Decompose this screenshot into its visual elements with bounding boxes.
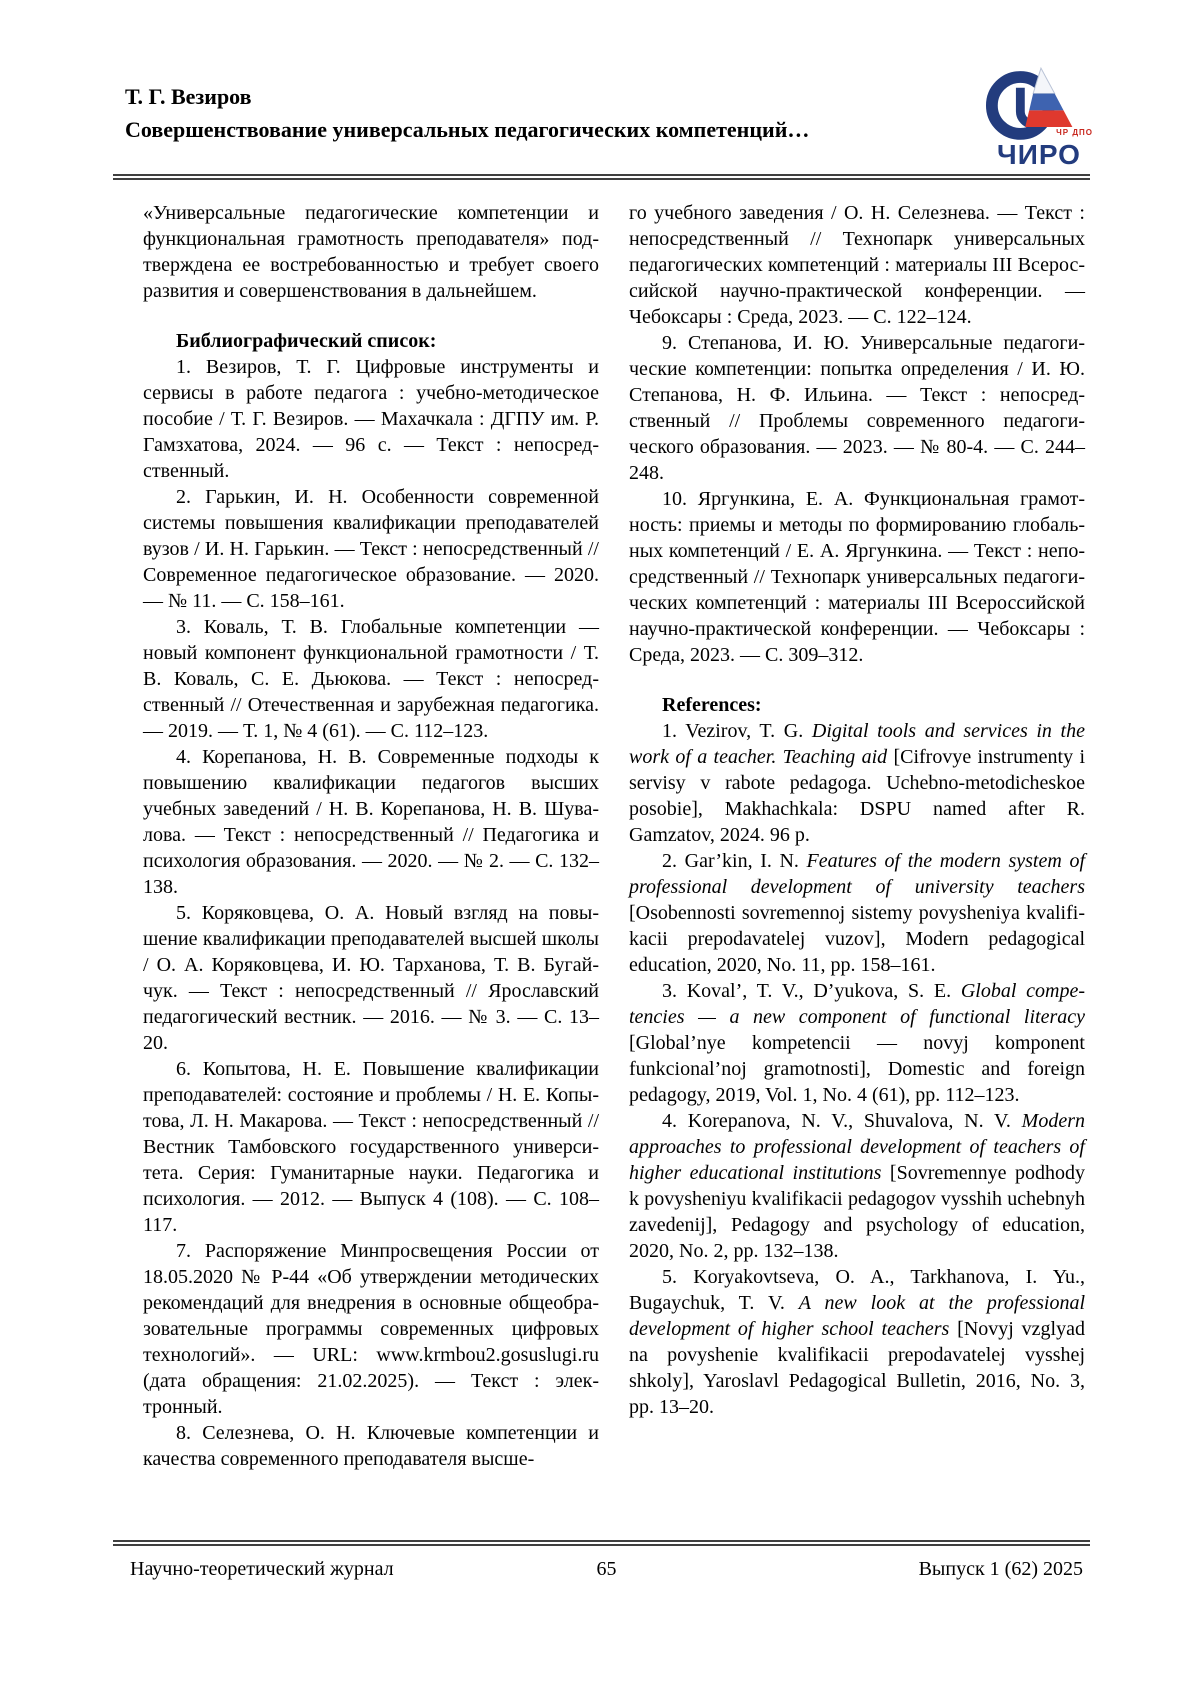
bib-item: 2. Гарькин, И. Н. Особенности современной системы повышения квалификации преподавателей вузов / И. Н. Гарькин. — Текст : непосредственный // Современное педагогическое образование. — 2020. — № 11. — С. 158–161.: [143, 486, 599, 612]
header-rule: [113, 174, 1090, 180]
bibliography-list-left: [143, 354, 599, 1472]
bibliography-heading: Библиографический список:: [176, 330, 437, 352]
reference-item: [629, 978, 1085, 1108]
reference-title: Global competencies — a new component of functional literacy: [629, 980, 1085, 1028]
logo-subtext: ЧР ДПО: [1056, 128, 1093, 137]
reference-item: [629, 1264, 1085, 1420]
right-column: [629, 200, 1085, 1472]
reference-text: [Global’nye kompetencii — novyj komponent funkcional’noj gramotnosti], Domestic and foreign pedagogy, 2019, Vol. 1, No. 4 (61), pp. 112–123.: [629, 1032, 1085, 1106]
bib-item: 4. Корепанова, Н. В. Современные подходы к повышению квалификации педагогов высших учебных заведений / Н. В. Корепанова, Н. В. Шувалова. — Текст : непосредственный // Педагогика и психология образования. — 2020. — № 2. — С. 132–138.: [143, 746, 599, 898]
reference-text: [Cifrovye instrumenty i servisy v rabote pedagoga. Uchebno-metodicheskoe posobie], Makhachkala: DSPU named after R. Gamzatov, 2024. 96 p.: [629, 746, 1085, 846]
chiro-logo: [985, 62, 1095, 172]
logo-sail-blue-icon: [1029, 94, 1063, 111]
bib-item: 9. Степанова, И. Ю. Универсальные педагогические компетенции: попытка определения / И. Ю. Степанова, Н. Ф. Ильина. — Текст : непосредственный // Проблемы современного педагогического образования. — 2023. — № 80-4. — С. 244–248.: [629, 332, 1085, 484]
bib-item: 3. Коваль, Т. В. Глобальные компетенции — новый компонент функциональной грамотности / Т. В. Коваль, С. Е. Дьюкова. — Текст : непосредственный // Отечественная и зарубежная педагогика. — 2019. — Т. 1, № 4 (61). — С. 112–123.: [143, 616, 599, 742]
reference-title: A new look at the professional development of higher school teachers: [629, 1292, 1085, 1340]
reference-text: [Osobennosti sovremennoj sistemy povysheniya kvalifikacii prepodavatelej vuzov], Modern pedagogical education, 2020, No. 11, pp. 158–161.: [629, 902, 1085, 976]
bib-item: 10. Яргункина, Е. А. Функциональная грамотность: приемы и методы по формированию глобальных компетенций / Е. А. Яргункина. — Текст : непосредственный // Технопарк универсальных педагогических компетенций : материалы III Всероссийской научно-практической конференции. — Чебоксары : Среда, 2023. — С. 309–312.: [629, 488, 1085, 666]
reference-text: [Sovremennye podhody k povysheniyu kvalifikacii pedagogov vysshih uchebnyh zavedenij], Pedagogy and psychology of education, 2020, No. 2, pp. 132–138.: [629, 1162, 1085, 1262]
reference-item: [629, 848, 1085, 978]
page-body: [143, 200, 1085, 1472]
footer-journal-type: Научно-теоретический журнал: [130, 1558, 394, 1580]
bib-item: 5. Коряковцева, О. А. Новый взгляд на повышение квалификации преподавателей высшей школы / О. А. Коряковцева, И. Ю. Тарханова, Т. В. Бугайчук. — Текст : непосредственный // Ярославский педагогический вестник. — 2016. — № 3. — С. 13–20.: [143, 902, 599, 1054]
reference-text: 5. Koryakovtseva, O. A., Tarkhanova, I. Yu., Bugaychuk, T. V.: [629, 1266, 1085, 1314]
references-list: [629, 718, 1085, 1420]
bib-item-continuation: го учебного заведения / О. Н. Селезнева. — Текст : непосредственный // Технопарк универсальных педагогических компетенций : материалы III Всероссийской научно-практической конференции. — Чебоксары : Среда, 2023. — С. 122–124.: [629, 202, 1085, 328]
reference-item: [629, 1108, 1085, 1264]
bib-item: 1. Везиров, Т. Г. Цифровые инструменты и сервисы в работе педагога : учебно-методическое пособие / Т. Г. Везиров. — Махачкала : ДГПУ им. Р. Гамзхатова, 2024. — 96 с. — Текст : непосредственный.: [143, 356, 599, 482]
bib-item: 8. Селезнева, О. Н. Ключевые компетенции и качества современного преподавателя высше-: [143, 1422, 599, 1470]
reference-text: 4. Korepanova, N. V., Shuvalova, N. V.: [662, 1110, 1022, 1132]
footer-rule: [113, 1540, 1090, 1546]
reference-text: 2. Gar’kin, I. N.: [662, 850, 807, 872]
bib-item: 7. Распоряжение Минпросвещения России от 18.05.2020 № Р-44 «Об утверждении методических рекомендаций для внедрения в основные общеобразовательные программы современных цифровых технологий». — URL: www.krmbou2.gosuslugi.ru (дата обращения: 21.02.2025). — Текст : электронный.: [143, 1240, 599, 1418]
logo-sail-red-icon: [1025, 110, 1072, 127]
reference-title: Digital tools and services in the work of a teacher. Teaching aid: [629, 720, 1085, 768]
reference-text: 3. Koval’, T. V., D’yukova, S. E.: [662, 980, 961, 1002]
footer-issue: Выпуск 1 (62) 2025: [918, 1558, 1083, 1580]
bibliography-list-right: [629, 330, 1085, 668]
running-author: Т. Г. Везиров: [125, 84, 252, 109]
logo-acronym: ЧИРО: [997, 139, 1081, 170]
reference-title: Features of the modern system of professional development of university teachers: [629, 850, 1085, 898]
reference-item: [629, 718, 1085, 848]
reference-title: Modern approaches to professional development of teachers of higher educational institutions: [629, 1110, 1085, 1184]
intro-paragraph: «Универсальные педагогические компетенции и функциональная грамотность преподавателя» подтверждена ее востребованностью и требует своего развития и совершенствования в дальнейшем.: [143, 202, 599, 302]
references-heading: References:: [662, 694, 762, 716]
page-number: 65: [596, 1558, 617, 1580]
running-title: Совершенствование универсальных педагогических компетенций…: [125, 117, 810, 142]
bib-item: 6. Копытова, Н. Е. Повышение квалификации преподавателей: состояние и проблемы / Н. Е. Копытова, Л. Н. Макарова. — Текст : непосредственный // Вестник Тамбовского государственного университета. Серия: Гуманитарные науки. Педагогика и психология. — 2012. — Выпуск 4 (108). — С. 108–117.: [143, 1058, 599, 1236]
reference-text: [Novyj vzglyad na povyshenie kvalifikacii prepodavatelej vysshej shkoly], Yaroslavl Pedagogical Bulletin, 2016, No. 3, pp. 13–20.: [629, 1318, 1085, 1418]
left-column: [143, 200, 599, 1472]
reference-text: 1. Vezirov, T. G.: [662, 720, 812, 742]
